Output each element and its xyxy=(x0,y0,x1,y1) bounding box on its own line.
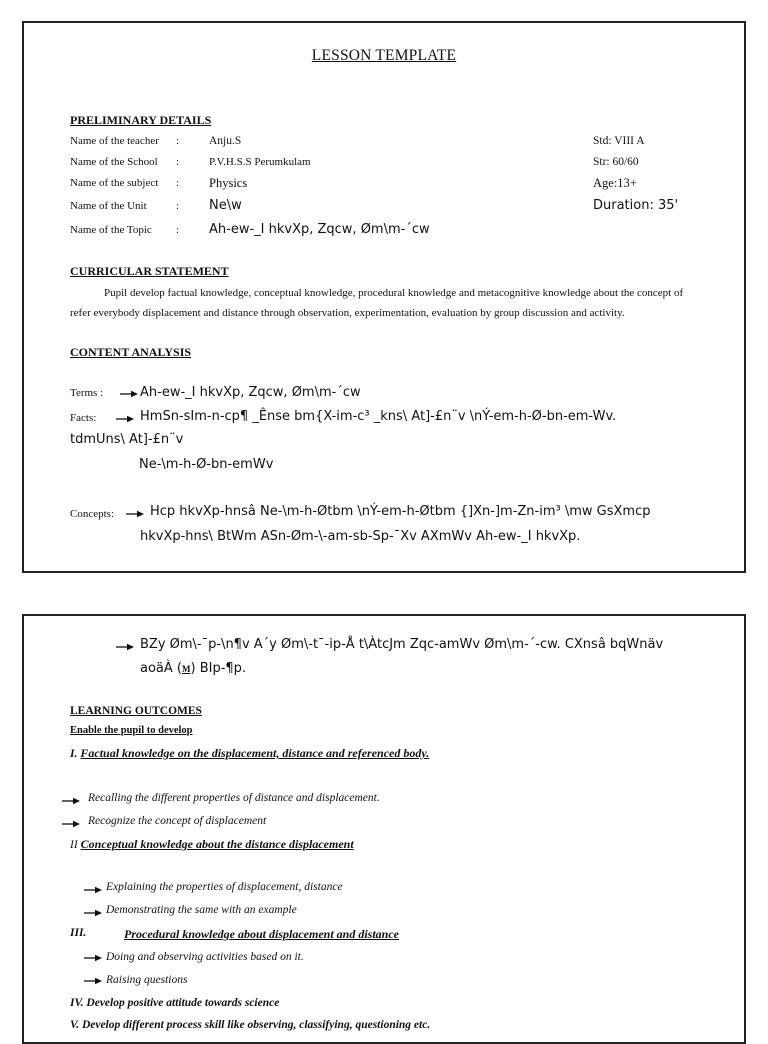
topic-value: Ah-ew-_I hkvXp, Zqcw, Øm\m-´cw xyxy=(209,222,430,237)
colon: : xyxy=(176,224,180,236)
arrow-icon xyxy=(126,510,144,518)
section-4-heading: IV. Develop positive attitude towards science xyxy=(70,997,280,1009)
terms-text: Ah-ew-_I hkvXp, Zqcw, Øm\m-´cw xyxy=(140,385,361,400)
terms-label: Terms : xyxy=(70,387,104,399)
section-3-heading: Procedural knowledge about displacement and distance xyxy=(124,927,399,941)
arrow-icon xyxy=(84,977,102,985)
colon: : xyxy=(176,135,180,147)
teacher-value: Anju.S xyxy=(209,135,242,147)
s2-item-2: Demonstrating the same with an example xyxy=(106,904,297,916)
outcomes-heading: LEARNING OUTCOMES xyxy=(70,705,202,717)
facts-label: Facts: xyxy=(70,412,97,424)
continued-line-2: aoäÀ (M) BIp-¶p. xyxy=(140,661,247,676)
s1-item-2: Recognize the concept of displacement xyxy=(88,815,267,827)
concepts-label: Concepts: xyxy=(70,508,114,520)
age-value: Age:13+ xyxy=(593,176,637,190)
school-label: Name of the School xyxy=(70,156,158,168)
colon: : xyxy=(176,200,180,212)
continued-line-1: BZy Øm\-¯p-\n¶v A´y Øm\-t¯-ip-Å t\ÀtcJm Zqc-amWv Øm\m-´-cw. CXnsâ bqWnäv xyxy=(140,637,664,652)
unit-value: Ne\w xyxy=(209,198,242,213)
s2-item-1: Explaining the properties of displacement, distance xyxy=(106,881,343,893)
s1-item-1: Recalling the different properties of distance and displacement. xyxy=(88,792,380,804)
std-value: Std: VIII A xyxy=(593,135,645,147)
topic-label: Name of the Topic xyxy=(70,224,152,236)
arrow-icon xyxy=(62,797,80,805)
concepts-line-1: Hcp hkvXp-hnsâ Ne-\m-h-Øtbm \nÝ-em-h-Øtbm {]Xn-]m-Zn-im³ \mw GsXmcp xyxy=(150,504,651,519)
facts-line-2: tdmUns\ At]-£n¨v xyxy=(70,432,184,447)
page-1 xyxy=(22,21,746,573)
colon: : xyxy=(176,156,180,168)
teacher-label: Name of the teacher xyxy=(70,135,159,147)
arrow-icon xyxy=(84,886,102,894)
arrow-icon xyxy=(84,909,102,917)
page-2 xyxy=(22,614,746,1044)
colon: : xyxy=(176,177,180,189)
curricular-heading: CURRICULAR STATEMENT xyxy=(70,264,229,278)
duration-value: Duration: 35' xyxy=(593,198,679,213)
facts-line-1: HmSn-sIm-n-cp¶ _Ênse bm{X-im-c³ _kns\ At]-£n¨v \nÝ-em-h-Ø-bn-em-Wv. xyxy=(140,409,617,424)
section-2-heading: II Conceptual knowledge about the distance displacement xyxy=(70,837,354,851)
subject-value: Physics xyxy=(209,176,248,190)
curricular-text: Pupil develop factual knowledge, conceptual knowledge, procedural knowledge and metacognitive knowledge about the concept of refer everybody displacement and distance through observation, experimentation, evaluation by group discussion and activity. xyxy=(70,287,684,319)
arrow-icon xyxy=(62,820,80,828)
arrow-icon xyxy=(120,390,138,398)
section-5-heading: V. Develop different process skill like observing, classifying, questioning etc. xyxy=(70,1019,431,1031)
concepts-line-2: hkvXp-hns\ BtWm ASn-Øm-\-am-sb-Sp-¯Xv AXmWv Ah-ew-_I hkvXp. xyxy=(140,529,581,544)
section-1-heading: I. Factual knowledge on the displacement, distance and referenced body. xyxy=(70,746,430,760)
arrow-icon xyxy=(84,954,102,962)
preliminary-heading: PRELIMINARY DETAILS xyxy=(70,113,212,127)
unit-label: Name of the Unit xyxy=(70,200,147,212)
s3-item-1: Doing and observing activities based on it. xyxy=(106,951,304,963)
page-title: LESSON TEMPLATE xyxy=(311,47,457,64)
strength-value: Str: 60/60 xyxy=(593,156,639,168)
arrow-icon xyxy=(116,643,134,651)
section-3-number: III. xyxy=(70,927,87,939)
school-value: P.V.H.S.S Perumkulam xyxy=(209,156,311,168)
arrow-icon xyxy=(116,415,134,423)
facts-line-3: Ne-\m-h-Ø-bn-emWv xyxy=(139,457,274,472)
s3-item-2: Raising questions xyxy=(106,974,188,986)
enable-text: Enable the pupil to develop xyxy=(70,725,193,736)
subject-label: Name of the subject xyxy=(70,177,159,189)
content-heading: CONTENT ANALYSIS xyxy=(70,345,192,359)
